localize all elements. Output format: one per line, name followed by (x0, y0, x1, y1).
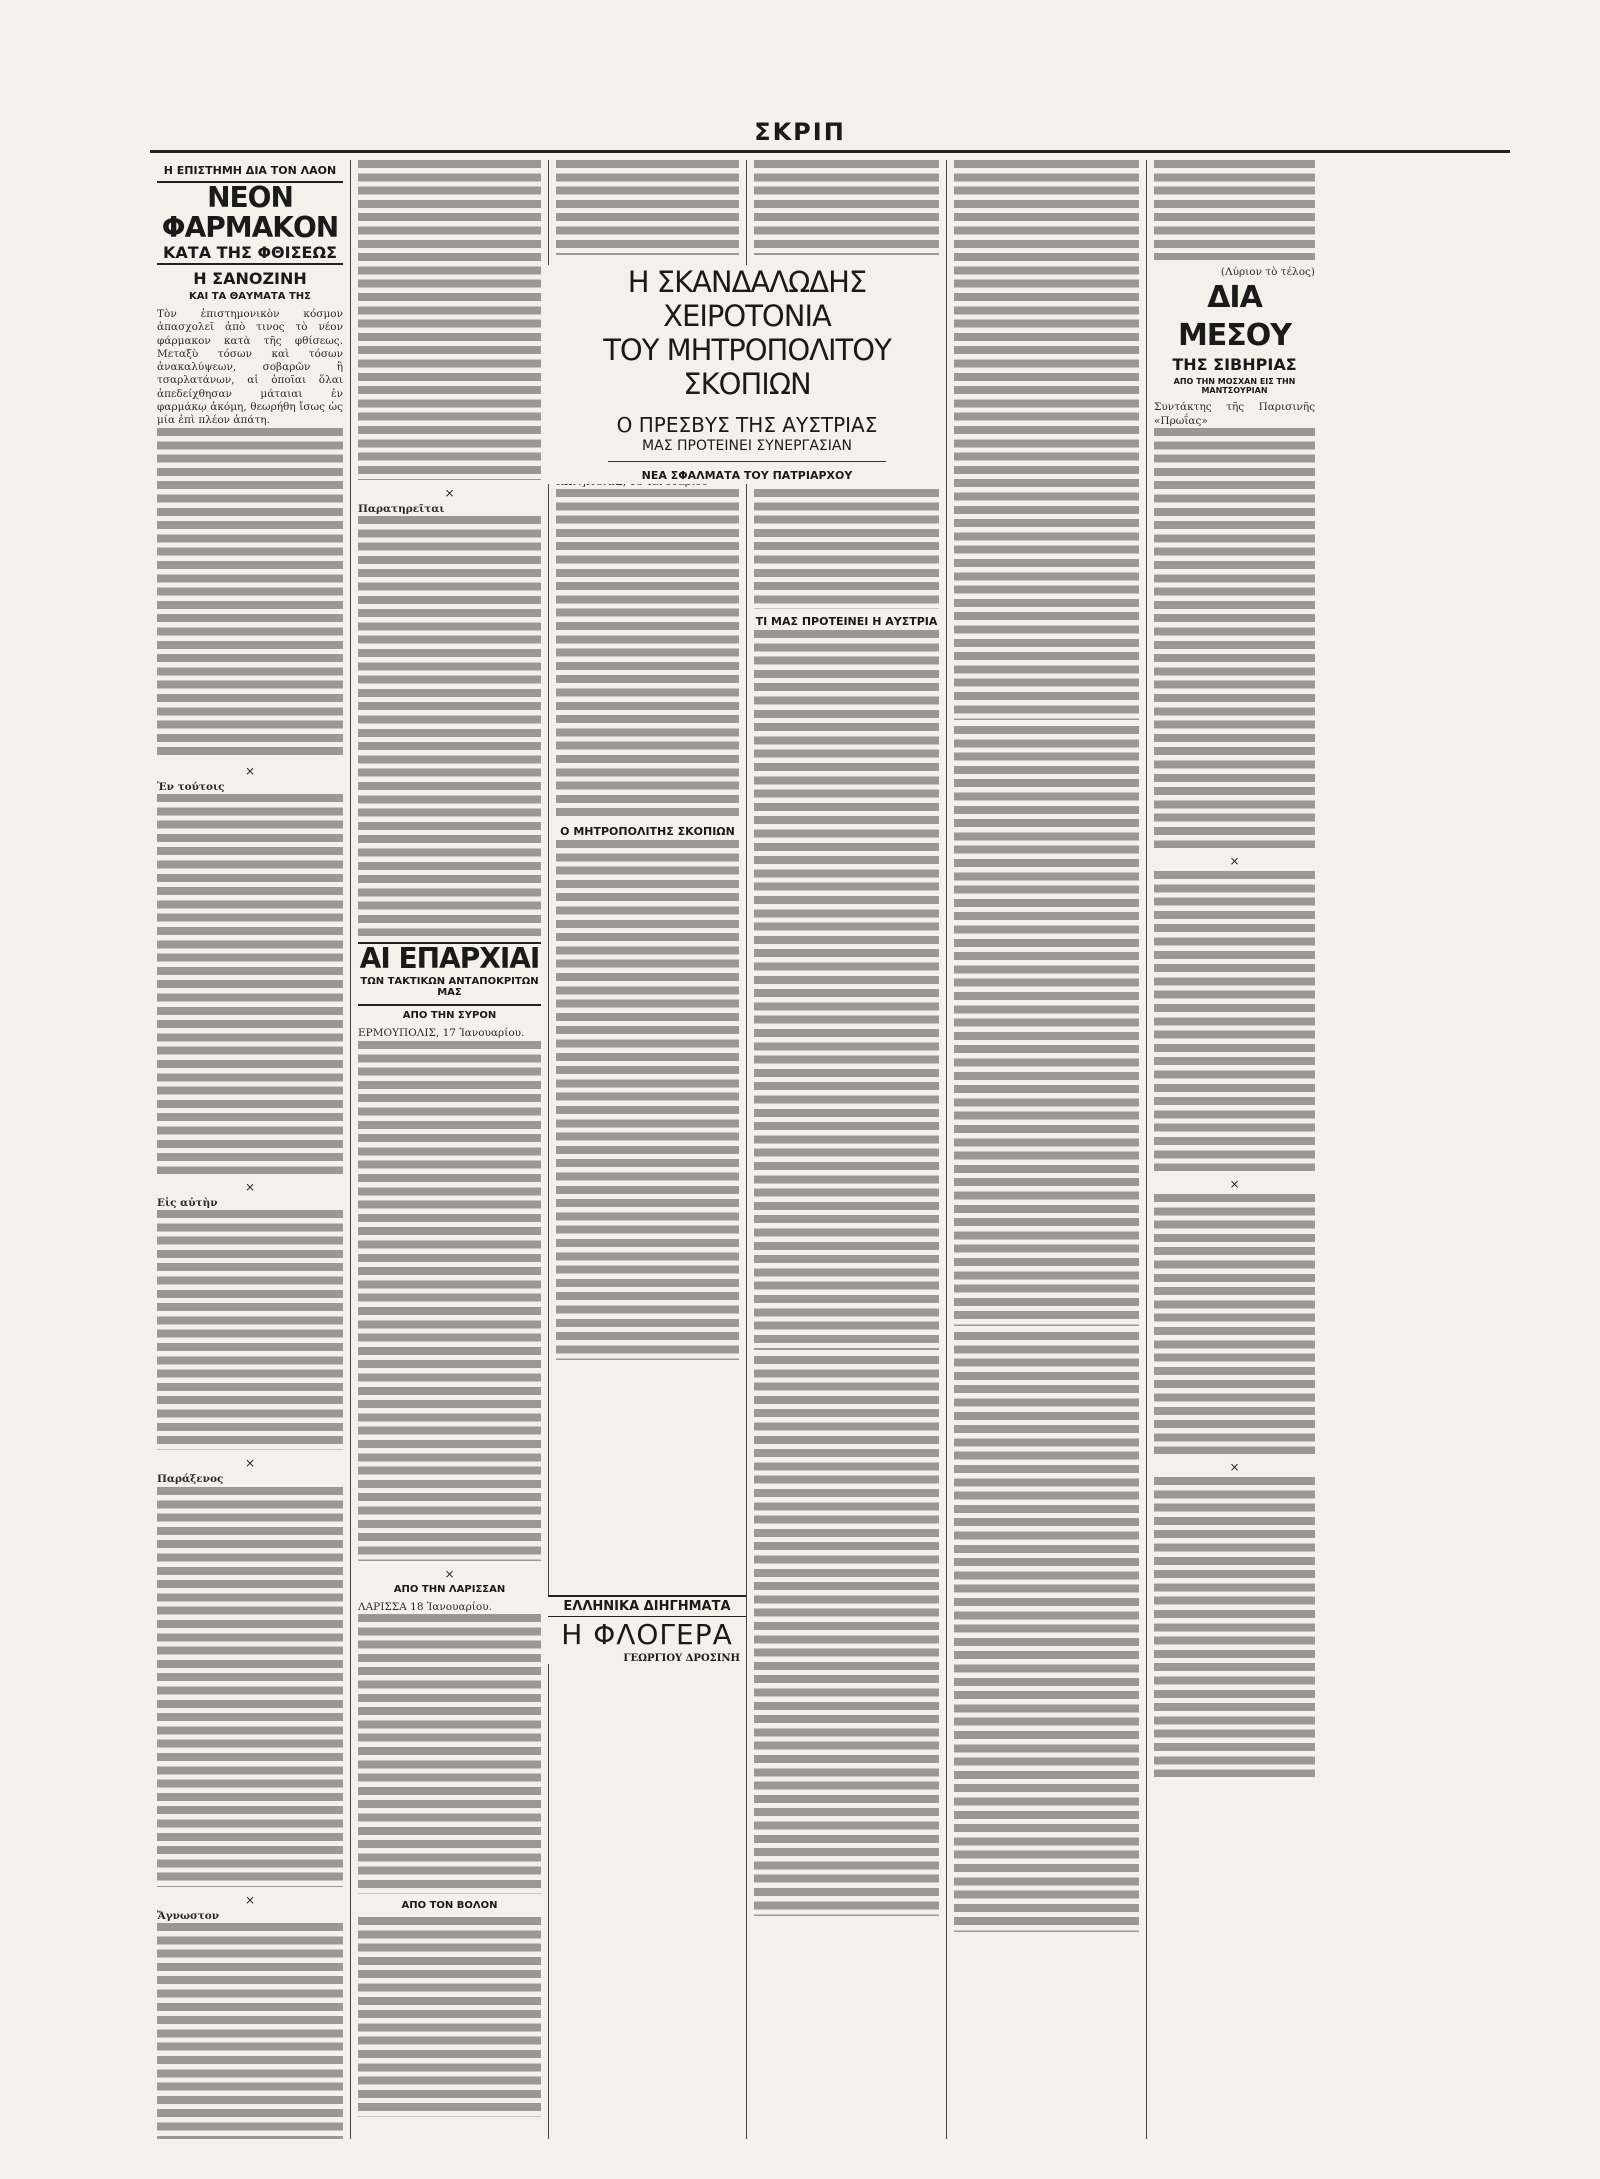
separator-cross: × (444, 486, 455, 500)
headline-sanozini: Η ΣΑΝΟΖΙΝΗ (193, 269, 307, 288)
subhead-ambassador: Ο ΠΡΕΣΒΥΣ ΤΗΣ ΑΥΣΤΡΙΑΣ (616, 413, 878, 437)
article-intro: Τὸν ἐπιστημονικὸν κόσμον ἀπασχολεῖ ἀπὸ τινος τὸ νέον φάρμακον κατὰ τῆς φθίσεως. Μεταξὺ τόσων καὶ τόσων ἀνακαλύψεων, σοβαρῶν ἢ τσαρλατάνων, αἱ ὁποῖαι ὅλαι ἀπεδείχθησαν μάταιαι ἐν φαρμάκῳ ἀκόμη, θεωρήθη ἴσως ὡς μία ἐπὶ πλέον ἀπάτη. (157, 308, 347, 427)
subhead-cooperation: ΜΑΣ ΠΡΟΤΕΙΝΕΙ ΣΥΝΕΡΓΑΣΙΑΝ (642, 438, 852, 454)
story-byline: ΓΕΩΡΓΙΟΥ ΔΡΟΣΙΝΗ (623, 1653, 740, 1664)
text-block (1154, 160, 1315, 260)
text-block (954, 726, 1139, 1326)
headline-tuberculosis: ΚΑΤΑ ΤΗΣ ΦΘΙΣΕΩΣ (163, 243, 337, 262)
paragraph-lead: Παράξενος (157, 1473, 224, 1486)
text-block (954, 1332, 1139, 1932)
headline-scandal: Η ΣΚΑΝΔΑΛΩΔΗΣ ΧΕΙΡΟΤΟΝΙΑ (627, 265, 867, 333)
headline-siberia: ΤΗΣ ΣΙΒΗΡΙΑΣ (1172, 355, 1297, 375)
column-2 (350, 160, 548, 2139)
text-block (358, 516, 541, 936)
column-5 (946, 160, 1146, 2139)
masthead-title: ΣΚΡΙΠ (754, 118, 846, 146)
from-syros: ΑΠΟ ΤΗΝ ΣΥΡΟΝ (402, 1010, 497, 1022)
paragraph-lead: Ἐν τούτοις (157, 780, 225, 793)
paragraph-lead: Ἄγνωστον (157, 1909, 220, 1922)
text-block (754, 630, 939, 1350)
headline-new-drug: ΝΕΟΝ ΦΑΡΜΑΚΟΝ (161, 181, 339, 244)
paragraph-lead: Παρατηρεῖται (358, 503, 445, 515)
kicker: Η ΕΠΙΣΤΗΜΗ ΔΙΑ ΤΟΝ ΛΑΟΝ (163, 164, 337, 177)
separator-cross: × (244, 1179, 256, 1194)
text-block (754, 160, 939, 255)
top-rule (150, 150, 1510, 153)
separator-cross: × (1229, 1176, 1240, 1191)
headline-provinces: ΑΙ ΕΠΑΡΧΙΑΙ (359, 942, 540, 976)
masthead (0, 118, 1600, 146)
end-note: (Λύριον τὸ τέλος) (1220, 266, 1315, 278)
text-block (754, 1356, 939, 1916)
separator-cross: × (244, 1456, 256, 1471)
text-block (358, 160, 541, 480)
story-label: ΕΛΛΗΝΙΚΑ ΔΙΗΓΗΜΑΤΑ (548, 1595, 746, 1617)
section-austria: ΤΙ ΜΑΣ ΠΡΟΤΕΙΝΕΙ Η ΑΥΣΤΡΙΑ (755, 615, 938, 628)
separator-cross: × (244, 763, 256, 778)
separator-cross: × (1229, 1459, 1240, 1474)
column-6 (1146, 160, 1322, 2139)
story-title: Η ΦΛΟΓΕΡΑ (561, 1618, 733, 1651)
text-block (556, 160, 739, 255)
column-1 (150, 160, 350, 2139)
divider (608, 461, 886, 462)
from-volos: ΑΠΟ ΤΟΝ ΒΟΛΟΝ (401, 1899, 498, 1911)
text-block (1154, 428, 1315, 848)
text-block (358, 1917, 541, 2117)
story-block (548, 1595, 746, 1664)
headline-box (358, 942, 541, 1006)
section-metropolitan: Ο ΜΗΤΡΟΠΟΛΙΤΗΣ ΣΚΟΠΙΩΝ (560, 825, 735, 839)
dateline: ΛΑΡΙΣΣΑ 18 Ἰανουαρίου. (358, 1600, 492, 1613)
article-lead: Συντάκτης τῆς Παρισινῆς «Πρωΐας» (1154, 401, 1319, 427)
subhead-wonders: ΚΑΙ ΤΑ ΘΑΥΜΑΤΑ ΤΗΣ (189, 291, 311, 302)
text-block (157, 1923, 343, 2139)
text-block (954, 160, 1139, 720)
text-block (157, 428, 343, 758)
text-block (1154, 1194, 1315, 1454)
text-block (754, 489, 939, 609)
headline-block (1154, 279, 1315, 395)
headline-box (157, 181, 343, 265)
text-block (157, 794, 343, 1174)
dateline: ΕΡΜΟΥΠΟΛΙΣ, 17 Ἰανουαρίου. (358, 1027, 525, 1040)
subhead-moscow-manchuria: ΑΠΟ ΤΗΝ ΜΟΣΧΑΝ ΕΙΣ ΤΗΝ ΜΑΝΤΣΟΥΡΙΑΝ (1173, 377, 1296, 396)
text-block (157, 1487, 343, 1887)
subhead-correspondents: ΤΩΝ ΤΑΚΤΙΚΩΝ ΑΝΤΑΠΟΚΡΙΤΩΝ ΜΑΣ (360, 976, 539, 999)
text-block (1154, 1477, 1315, 1777)
subhead-patriarch: ΝΕΑ ΣΦΑΛΜΑΤΑ ΤΟΥ ΠΑΤΡΙΑΡΧΟΥ (641, 469, 853, 482)
text-block (358, 1614, 541, 1894)
headline-metropolitan: ΤΟΥ ΜΗΤΡΟΠΟΛΙΤΟΥ ΣΚΟΠΙΩΝ (603, 333, 891, 401)
center-headline-block (548, 265, 946, 484)
separator-cross: × (444, 1566, 455, 1581)
headline-through: ΔΙΑ ΜΕΣΟΥ (1177, 280, 1292, 354)
paragraph-lead: Εἰς αὐτὴν (157, 1196, 218, 1209)
text-block (556, 840, 739, 1360)
text-block (556, 489, 739, 819)
text-block (157, 1210, 343, 1450)
separator-cross: × (1229, 853, 1240, 868)
text-block (358, 1041, 541, 1561)
from-larissa: ΑΠΟ ΤΗΝ ΛΑΡΙΣΣΑΝ (393, 1583, 506, 1595)
separator-cross: × (244, 1892, 256, 1907)
text-block (1154, 871, 1315, 1171)
